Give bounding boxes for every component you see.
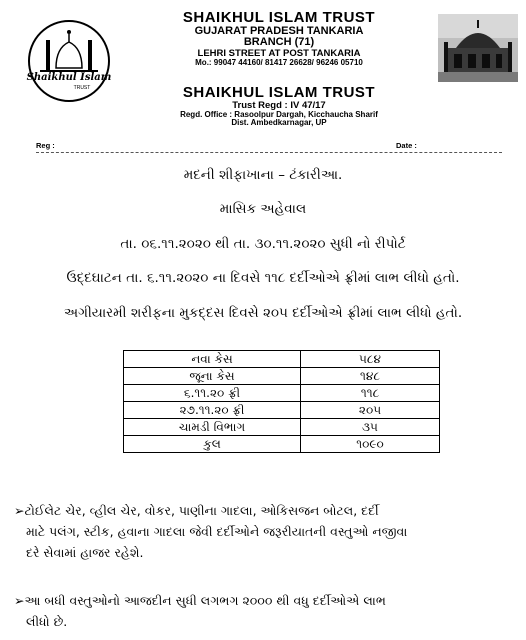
svg-text:TRUST: TRUST <box>73 85 91 91</box>
arrow-bullet-icon: ➢ <box>14 593 25 608</box>
row-label: ૨૭.૧૧.૨૦ ફ્રી <box>124 402 301 419</box>
address: LEHRI STREET AT POST TANKARIA <box>197 47 361 59</box>
table-row <box>124 402 440 419</box>
letterhead-main <box>120 10 438 67</box>
trust-reg: Trust Regd : IV 47/17 <box>232 99 326 111</box>
header-divider <box>36 152 502 153</box>
reg-label: Reg : <box>36 141 55 150</box>
stats-table <box>123 350 440 453</box>
row-label: નવા કેસ <box>124 351 301 368</box>
bullet-text-line: આ બધી વસ્તુઓનો આજદીન સુધી લગભગ ૨૦૦૦ થી વધુ દર્દીઓએ લાભ <box>24 593 386 608</box>
gyarmi-note: અગીયારમી શરીફના મુકદ્દસ દિવસે ૨૦૫ દર્દીઓએ ફ્રીમાં લાભ લીધો હતો. <box>63 305 463 321</box>
row-label: ૬.૧૧.૨૦ ફ્રી <box>124 385 301 402</box>
report-title: મદની શીફાખાના – ટંકારીઆ. <box>183 167 343 183</box>
reg-date-row <box>36 141 496 150</box>
bullet-item-usage <box>14 590 518 632</box>
row-value: ૧૪૮ <box>301 368 440 385</box>
report-subtitle: માસિક અહેવાલ <box>219 201 307 217</box>
svg-text:Shaikhul Islam: Shaikhul Islam <box>26 72 112 83</box>
bullet-text-line: લીધો છે. <box>26 614 68 629</box>
report-period: તા. ૦૬.૧૧.૨૦૨૦ થી તા. ૩૦.૧૧.૨૦૨૦ સુધી નો રીપોર્ટ <box>120 236 406 252</box>
branch-line2: BRANCH (71) <box>243 36 315 49</box>
district: Dist. Ambedkarnagar, UP <box>231 118 327 128</box>
row-value: ૫૮૪ <box>301 351 440 368</box>
mobile-numbers: Mo.: 99047 44160/ 81417 26628/ 96246 05710 <box>195 57 363 67</box>
table-row <box>124 419 440 436</box>
bullet-text-line: ટોઈલેટ ચેર, વ્હીલ ચેર, વોકર, પાણીના ગાદલા, ઓકિસજન બોટલ, દર્દી <box>24 503 379 518</box>
letterhead-registration <box>120 85 438 128</box>
row-value: ૩૫ <box>301 419 440 436</box>
org-name-2: SHAIKHUL ISLAM TRUST <box>182 84 376 101</box>
trust-logo-icon <box>26 18 112 104</box>
bullet-text-line: દરે સેવામાં હાજર રહેશે. <box>26 545 144 560</box>
branch-line1: GUJARAT PRADESH TANKARIA <box>194 24 364 37</box>
arrow-bullet-icon: ➢ <box>14 503 25 518</box>
table-row <box>124 436 440 453</box>
org-name: SHAIKHUL ISLAM TRUST <box>182 9 376 26</box>
row-value: ૧૦૯૦ <box>301 436 440 453</box>
dargah-photo <box>438 14 518 82</box>
row-value: ૨૦૫ <box>301 402 440 419</box>
row-label: કુલ <box>124 436 301 453</box>
table-row <box>124 385 440 402</box>
table-row <box>124 368 440 385</box>
opening-note: ઉદ્દઘાટન તા. ૬.૧૧.૨૦૨૦ ના દિવસે ૧૧૮ દર્દીઓએ ફ્રીમાં લાભ લીધો હતો. <box>66 270 460 286</box>
row-label: ચામડી વિભાગ <box>124 419 301 436</box>
row-label: જૂના કેસ <box>124 368 301 385</box>
bullet-item-equipment <box>14 500 518 563</box>
regd-office: Regd. Office : Rasoolpur Dargah, Kicchaucha Sharif <box>180 109 378 119</box>
date-label: Date : <box>396 141 417 150</box>
bullet-text-line: માટે પલંગ, સ્ટીક, હવાના ગાદલા જેવી દર્દીઓને જરૂરીયાતની વસ્તુઓ નજીવા <box>26 524 408 539</box>
table-row <box>124 351 440 368</box>
row-value: ૧૧૮ <box>301 385 440 402</box>
